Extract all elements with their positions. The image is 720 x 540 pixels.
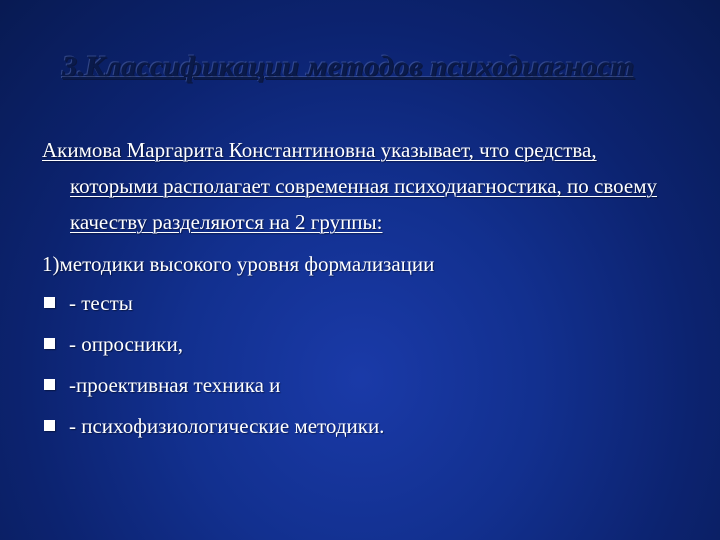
list-item-text: - психофизиологические методики. <box>69 413 385 438</box>
square-bullet-icon <box>44 420 55 431</box>
square-bullet-icon <box>44 338 55 349</box>
slide-title-text: 3.Классификации методов психодиагност <box>62 50 635 83</box>
group-heading: 1)методики высокого уровня формализации <box>42 252 435 276</box>
intro-paragraph: Акимова Маргарита Константиновна указывает, что средства, которыми располагает современная психодиагностика, по своему качеству разделяются на 2 группы: <box>42 138 658 234</box>
list-item-text: - тесты <box>69 290 133 315</box>
list-item-text: -проективная техника и <box>69 372 281 397</box>
list-item <box>42 282 682 323</box>
list-item <box>42 364 682 405</box>
bullet-list <box>42 282 682 446</box>
square-bullet-icon <box>44 379 55 390</box>
list-item <box>42 323 682 364</box>
square-bullet-icon <box>44 297 55 308</box>
slide-title <box>62 50 634 84</box>
list-item-text: - опросники, <box>69 331 183 356</box>
list-item <box>42 405 682 446</box>
slide-body <box>42 132 682 446</box>
